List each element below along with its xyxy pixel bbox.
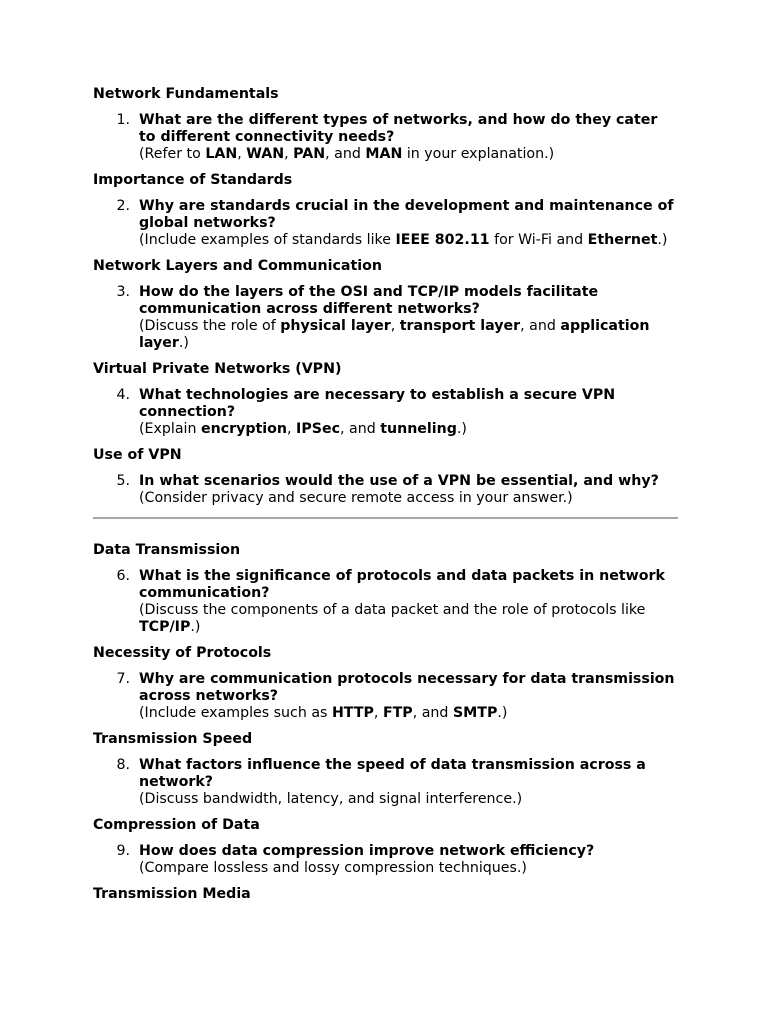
list-item: [93, 112, 678, 163]
section-heading-final: Transmission Media: [93, 886, 251, 902]
hint-text: (Refer to: [139, 146, 206, 162]
answer-hint: [139, 232, 678, 249]
question-text: What are the different types of networks, and how do they cater to different connectivity needs?: [139, 112, 658, 145]
key-term: MAN: [365, 146, 403, 162]
hint-text: ,: [390, 318, 400, 334]
hint-text: ,: [284, 146, 294, 162]
question-text: In what scenarios would the use of a VPN be essential, and why?: [139, 473, 659, 489]
question-text: Why are standards crucial in the development and maintenance of global networks?: [139, 198, 674, 231]
key-term: TCP/IP: [139, 619, 191, 635]
item-number: 3.: [116, 284, 130, 300]
key-term: PAN: [293, 146, 326, 162]
key-term: IPSec: [296, 421, 340, 437]
hint-text: (Include examples of standards like: [139, 232, 396, 248]
key-term: IEEE 802.11: [395, 232, 490, 248]
list-item: [93, 473, 678, 507]
question-text: What factors influence the speed of data transmission across a network?: [139, 757, 646, 790]
hint-text: , and: [339, 421, 381, 437]
section-heading-use-of-vpn: Use of VPN: [93, 447, 182, 463]
questions-part-1: [93, 86, 678, 507]
section-heading-transmission-speed: Transmission Speed: [93, 731, 253, 747]
item-number: 1.: [116, 112, 130, 128]
item-number: 7.: [116, 671, 130, 687]
key-term: SMTP: [452, 705, 498, 721]
list-item: [93, 671, 678, 722]
key-term: transport layer: [399, 318, 521, 334]
hint-text: .): [178, 335, 189, 351]
section-heading-compression-of-data: Compression of Data: [93, 817, 260, 833]
section-heading-data-transmission: Data Transmission: [93, 542, 241, 558]
section-heading-network-fundamentals: Network Fundamentals: [93, 86, 279, 102]
answer-hint: [139, 421, 678, 438]
list-item: [93, 757, 678, 808]
questions-part-2: [93, 542, 678, 877]
hint-text: (Consider privacy and secure remote access in your answer.): [139, 490, 573, 506]
hint-text: for Wi-Fi and: [489, 232, 588, 248]
list-item: [93, 843, 678, 877]
question-text: What is the significance of protocols and data packets in network communication?: [139, 568, 665, 601]
list-item: [93, 284, 678, 352]
answer-hint: [139, 860, 678, 877]
key-term: physical layer: [280, 318, 391, 334]
list-item: [93, 198, 678, 249]
key-term: WAN: [246, 146, 285, 162]
item-number: 8.: [116, 757, 130, 773]
divider-spacer: [93, 519, 678, 542]
hint-text: , and: [325, 146, 366, 162]
key-term: Ethernet: [587, 232, 658, 248]
key-term: LAN: [205, 146, 238, 162]
key-term: encryption: [200, 421, 288, 437]
item-number: 9.: [116, 843, 130, 859]
hint-text: .): [456, 421, 467, 437]
answer-hint: [139, 791, 678, 808]
key-term: FTP: [382, 705, 413, 721]
item-number: 4.: [116, 387, 130, 403]
hint-text: (Include examples such as: [139, 705, 332, 721]
hint-text: (Discuss bandwidth, latency, and signal interference.): [139, 791, 523, 807]
question-text: How does data compression improve network efficiency?: [139, 843, 595, 859]
hint-text: , and: [520, 318, 561, 334]
item-number: 6.: [116, 568, 130, 584]
answer-hint: [139, 490, 678, 507]
hint-text: (Discuss the components of a data packet and the role of protocols like: [139, 602, 646, 618]
hint-text: ,: [237, 146, 247, 162]
answer-hint: [139, 705, 678, 722]
item-number: 2.: [116, 198, 130, 214]
hint-text: .): [190, 619, 201, 635]
answer-hint: [139, 146, 678, 163]
hint-text: ,: [373, 705, 383, 721]
hint-text: (Compare lossless and lossy compression techniques.): [139, 860, 527, 876]
key-term: HTTP: [331, 705, 374, 721]
hint-text: ,: [287, 421, 297, 437]
question-text: How do the layers of the OSI and TCP/IP models facilitate communication across different networks?: [139, 284, 599, 317]
hint-text: (Discuss the role of: [139, 318, 281, 334]
hint-text: .): [657, 232, 668, 248]
section-heading-virtual-private-networks-vpn: Virtual Private Networks (VPN): [93, 361, 342, 377]
section-heading-importance-of-standards: Importance of Standards: [93, 172, 293, 188]
list-item: [93, 387, 678, 438]
item-number: 5.: [116, 473, 130, 489]
hint-text: .): [497, 705, 508, 721]
answer-hint: [139, 318, 678, 352]
hint-text: (Explain: [139, 421, 201, 437]
document-content: [93, 86, 678, 903]
answer-hint: [139, 602, 678, 636]
section-heading-necessity-of-protocols: Necessity of Protocols: [93, 645, 272, 661]
list-item: [93, 568, 678, 636]
section-heading-network-layers-and-communication: Network Layers and Communication: [93, 258, 382, 274]
key-term: tunneling: [380, 421, 457, 437]
hint-text: in your explanation.): [402, 146, 555, 162]
question-text: What technologies are necessary to establish a secure VPN connection?: [139, 387, 616, 420]
key-term: application layer: [139, 318, 650, 351]
hint-text: , and: [412, 705, 453, 721]
question-text: Why are communication protocols necessary for data transmission across networks?: [139, 671, 675, 704]
